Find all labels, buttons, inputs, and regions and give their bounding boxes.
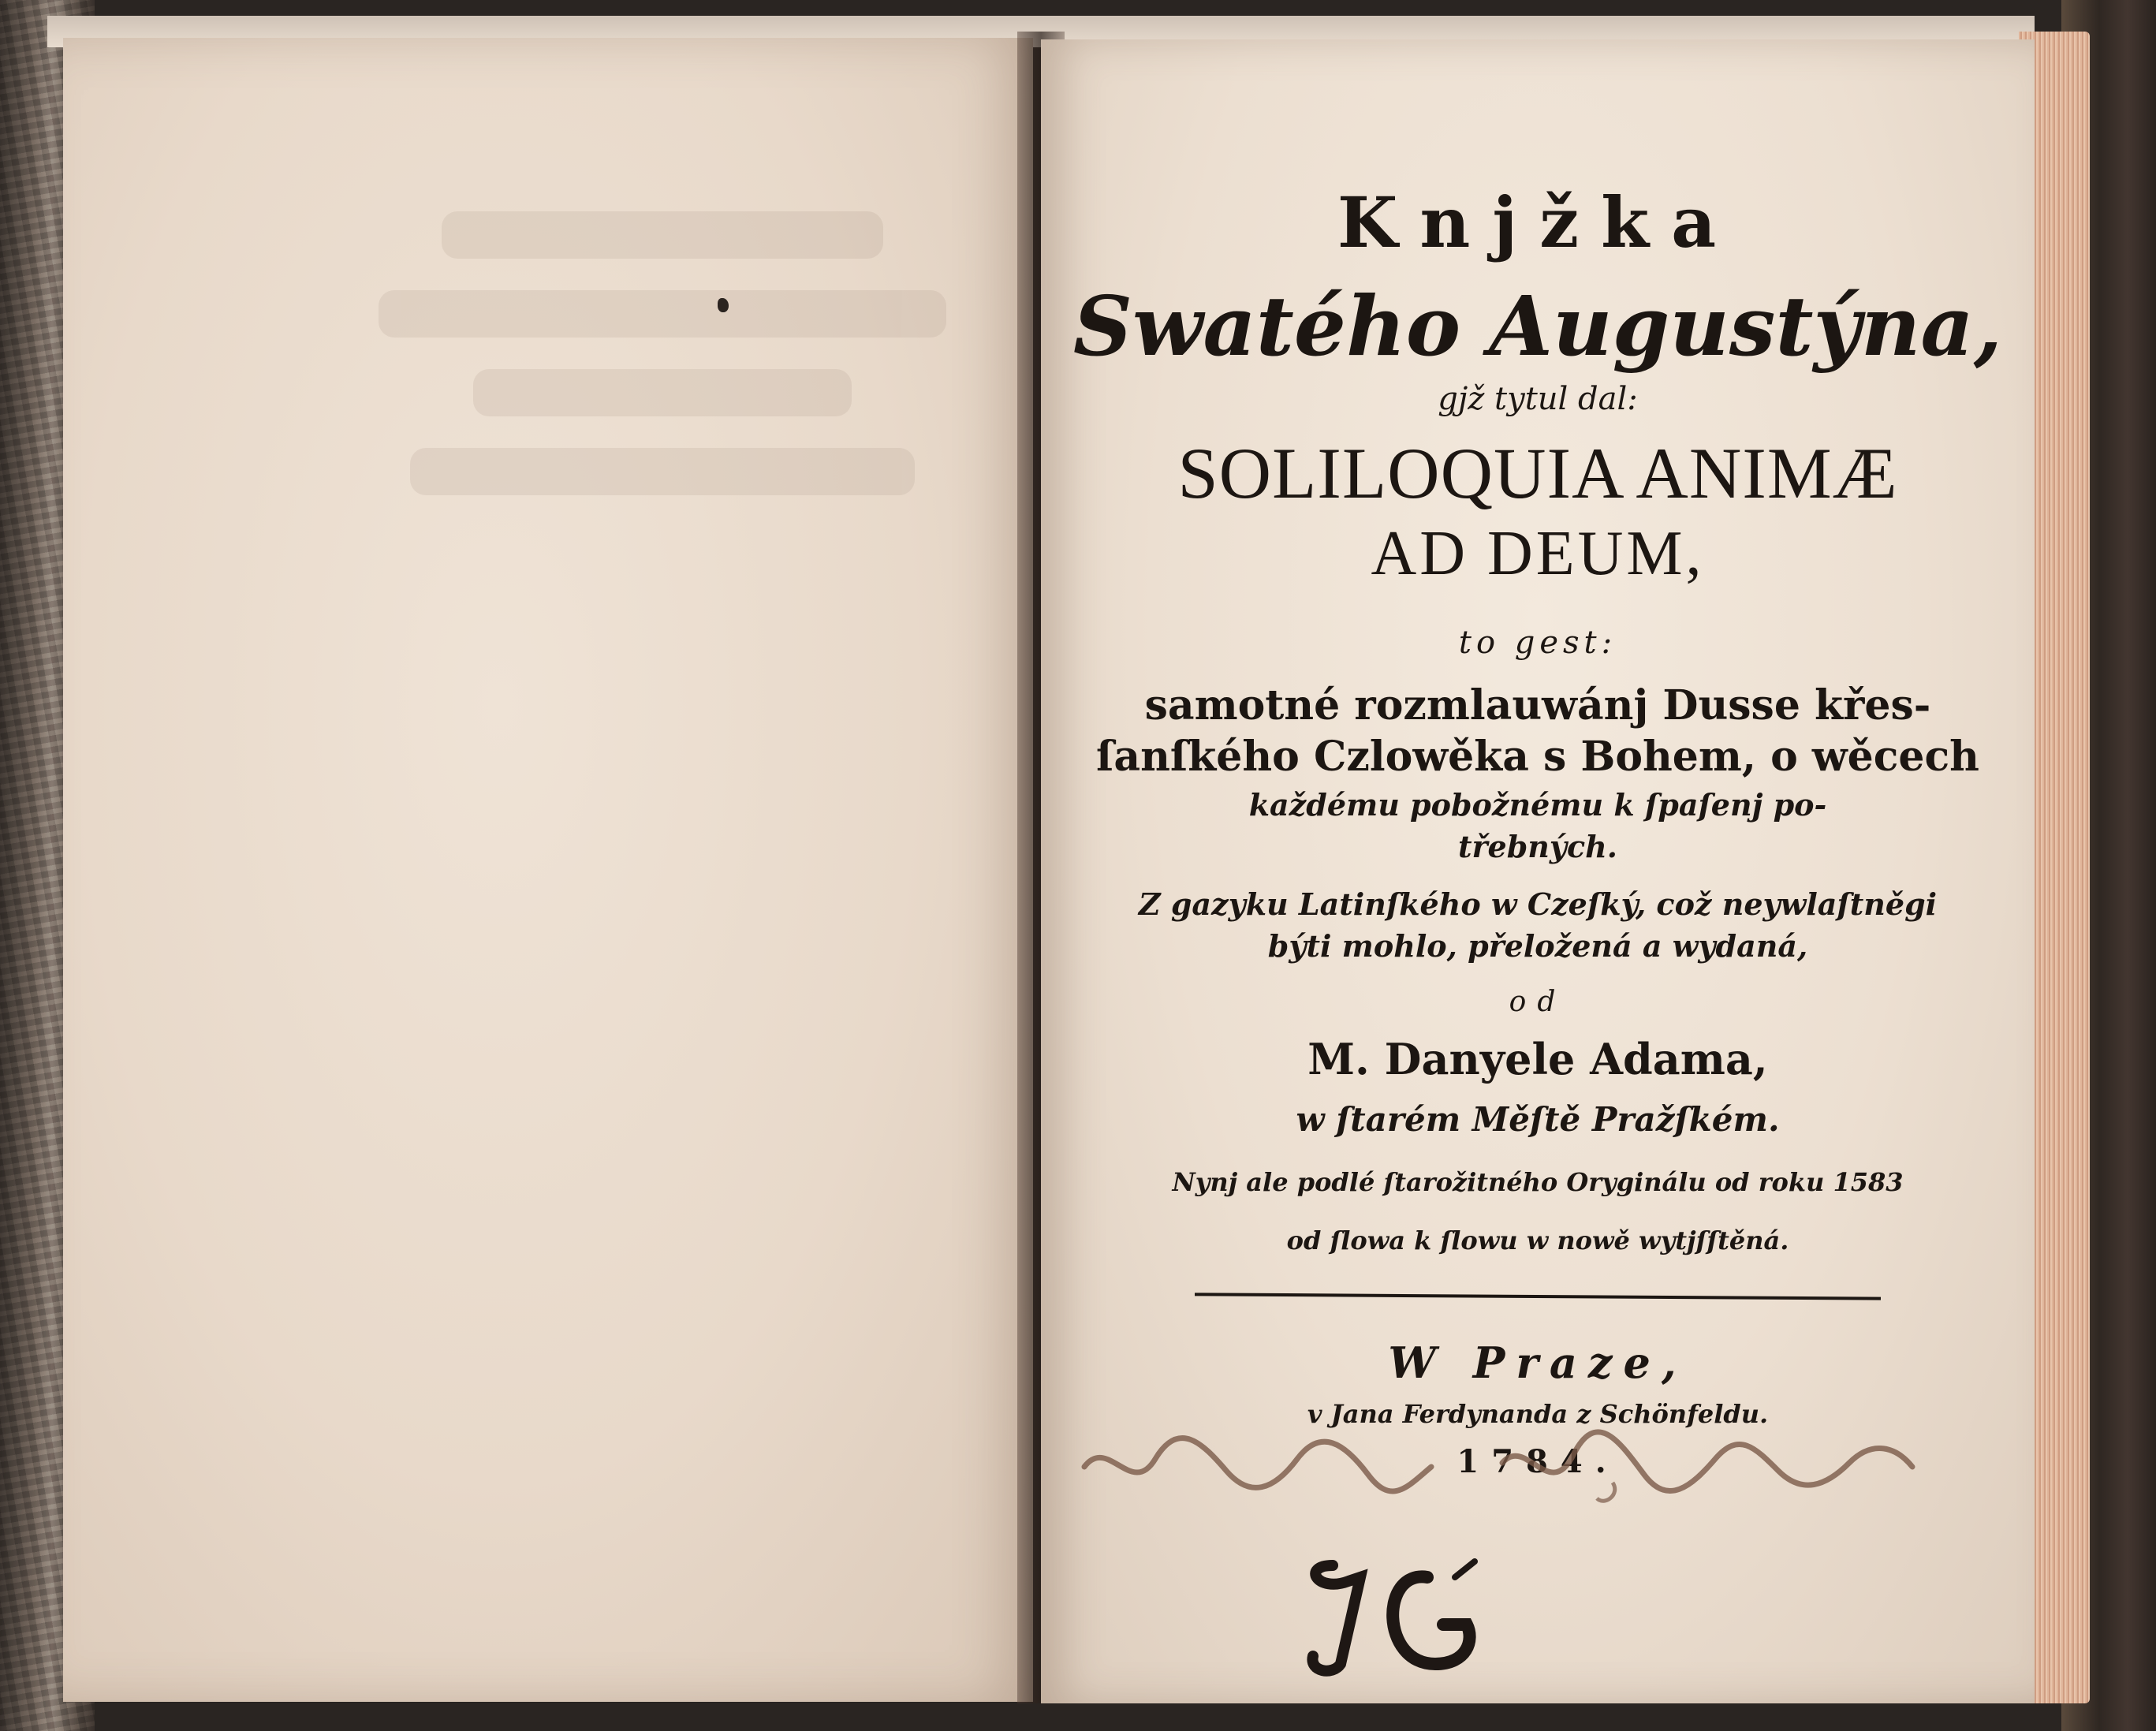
description-line-1: samotné rozmlauwánj Dusse křes-	[1144, 681, 1931, 729]
handwritten-inscription	[1061, 1412, 1928, 1506]
to-gest: to gest:	[1458, 625, 1617, 661]
description-line-3: každému pobožnému k ſpaſenj po-	[1248, 787, 1827, 823]
ink-spot	[718, 298, 729, 312]
subtitle-gjz-tytul: gjž tytul dal:	[1438, 381, 1638, 417]
show-through-text	[347, 180, 978, 811]
title-knizka: Knjžka	[1337, 181, 1739, 263]
monogram-stamp	[1285, 1546, 1538, 1680]
title-block	[1041, 150, 2035, 1480]
divider-rule	[1195, 1293, 1881, 1300]
imprint-year: 1784.	[1457, 1443, 1619, 1480]
author-name: M. Danyele Adama,	[1307, 1034, 1768, 1084]
reprint-note-2: od ſlowa k ſlowu w nowě wytjſſtěná.	[1286, 1226, 1789, 1255]
imprint-place: W Praze,	[1388, 1337, 1688, 1388]
translation-line-1: Z gazyku Latinſkého w Czeſký, což neywlaſtněgi	[1138, 886, 1938, 922]
left-page	[63, 38, 1033, 1702]
description-line-4: třebných.	[1457, 829, 1618, 864]
od: od	[1509, 986, 1567, 1018]
title-ad-deum: AD DEUM,	[1371, 519, 1705, 588]
imprint-printer: v Jana Ferdynanda z Schönfeldu.	[1307, 1399, 1769, 1429]
translation-line-2: býti mohlo, přeložená a wydaná,	[1267, 928, 1808, 964]
title-soliloquia: SOLILOQUIA ANIMÆ	[1177, 433, 1898, 513]
title-swateho-augustyna: Swatého Augustýna,	[1072, 278, 2003, 375]
author-city: w ſtarém Měſtě Pražſkém.	[1296, 1100, 1780, 1139]
reprint-note-1: Nynj ale podlé ſtarožitného Oryginálu od roku 1583	[1172, 1167, 1904, 1197]
description-line-2: ſanſkého Czlowěka s Bohem, o wěcech	[1096, 733, 1979, 781]
